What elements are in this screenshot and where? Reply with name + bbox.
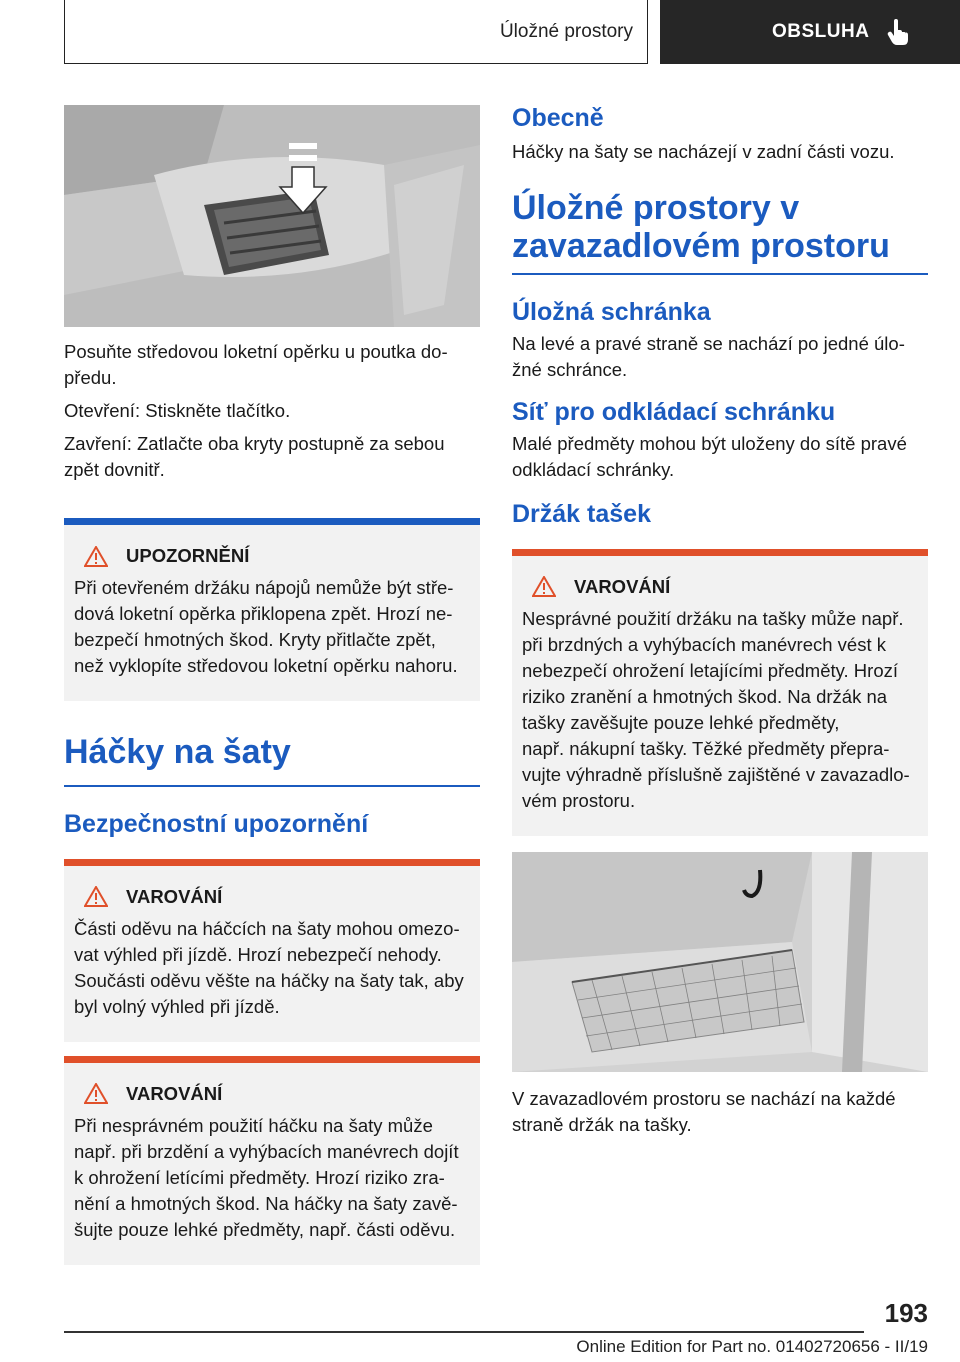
heading-bag-holder: Držák tašek bbox=[512, 499, 651, 528]
running-header bbox=[64, 0, 648, 64]
hand-pointer-icon bbox=[887, 19, 909, 45]
left-column bbox=[64, 105, 480, 1265]
section-title: Úložné prostory bbox=[499, 20, 633, 42]
armrest-caption: Posuňte středovou loketní opěrku u poutka do- předu. bbox=[64, 341, 448, 388]
notice-title: UPOZORNĚNÍ bbox=[126, 545, 250, 566]
right-column: Obecně Háčky na šaty se nacházejí v zadní části vozu. Úložné prostory v zavazadlovém prostoru Úložná schránka Na levé a pravé straně se nachází po jedné úlo- žné schránce. Síť pro odkládací schránku Malé předměty mohou být uloženy do sítě pravé odkládací schránky. Držák tašek VAROVÁNÍ Nesprávné použití držáku na tašky může např. při brzdných a vyhýbacích manévrech vést k nebezpečí ohrožení letajícími předměty. Hrozí riziko zranění a hmotných škod. Na držák na tašky zavěšujte pouze lehké předměty, např. nákupní tašky. Těžké předměty přepra- vujte výhradně příslušně zajištěné v zavazadlo- vém prostoru. V zavazadlovém prostoru se nachází na každé straně držák na tašky. bbox=[512, 103, 928, 1138]
heading-trunk-storage: Úložné prostory v zavazadlovém prostoru bbox=[512, 189, 890, 265]
chapter-label: OBSLUHA bbox=[772, 21, 870, 42]
footer-rule bbox=[64, 1331, 864, 1333]
general-text: Háčky na šaty se nacházejí v zadní části vozu. bbox=[512, 141, 895, 162]
trunk-photo bbox=[512, 852, 928, 1072]
warning-box-hooks-1: VAROVÁNÍ Části oděvu na háčcích na šaty mohou omezo- vat výhled při jízdě. Hrozí nebezpečí nehody. Součásti oděvu věšte na háčky na šaty tak, aby byl volný výhled při jízdě. bbox=[64, 859, 480, 1042]
warning-title: VAROVÁNÍ bbox=[126, 1082, 223, 1104]
warning-title: VAROVÁNÍ bbox=[126, 885, 223, 907]
notice-box: UPOZORNĚNÍ Při otevřeném držáku nápojů nemůže být stře- dová loketní opěrka přiklopena zpět. Hrozí ne- bezpečí hmotných škod. Kryty přitlačte zpět, než vyklopíte středovou loketní opěrku nahoru. bbox=[64, 518, 480, 701]
warning-box-hooks-2: VAROVÁNÍ Při nesprávném použití háčku na šaty může např. při brzdění a vyhýbacích manévrech dojít k ohrožení letícími předměty. Hrozí riziko zra- nění a hmotných škod. Na háčky na šaty zavě- šujte pouze lehké předměty, např. části oděvu. bbox=[64, 1056, 480, 1265]
page-number: 193 bbox=[884, 1298, 928, 1328]
armrest-photo bbox=[64, 105, 480, 327]
warning-triangle-icon bbox=[532, 576, 556, 597]
warning-triangle-icon bbox=[84, 546, 108, 567]
warning-triangle-icon bbox=[84, 1083, 108, 1104]
warning-box-bag: VAROVÁNÍ Nesprávné použití držáku na tašky může např. při brzdných a vyhýbacích manévrech vést k nebezpečí ohrožení letajícími předměty. Hrozí riziko zranění a hmotných škod. Na držák na tašky zavěšujte pouze lehké předměty, např. nákupní tašky. Těžké předměty přepra- vujte výhradně příslušně zajištěné v zavazadlo- vém prostoru. bbox=[512, 549, 928, 836]
heading-safety: Bezpečnostní upozornění bbox=[64, 809, 369, 838]
heading-general: Obecně bbox=[512, 104, 604, 132]
warning-triangle-icon bbox=[84, 886, 108, 907]
heading-hooks: Háčky na šaty bbox=[64, 733, 291, 771]
bag-holder-caption: V zavazadlovém prostoru se nachází na každé bbox=[512, 1087, 896, 1109]
chapter-tab bbox=[660, 0, 960, 64]
open-instruction: Otevření: Stiskněte tlačítko. bbox=[64, 400, 291, 421]
warning-title: VAROVÁNÍ bbox=[574, 575, 671, 597]
edition-footer: Online Edition for Part no. 01402720656 - II/19 bbox=[576, 1337, 928, 1356]
heading-storage-box: Úložná schránka bbox=[512, 297, 711, 326]
heading-net: Síť pro odkládací schránku bbox=[512, 397, 836, 426]
close-instruction: Zavření: Zatlačte oba kryty postupně za sebou zpět dovnitř. bbox=[64, 433, 445, 480]
